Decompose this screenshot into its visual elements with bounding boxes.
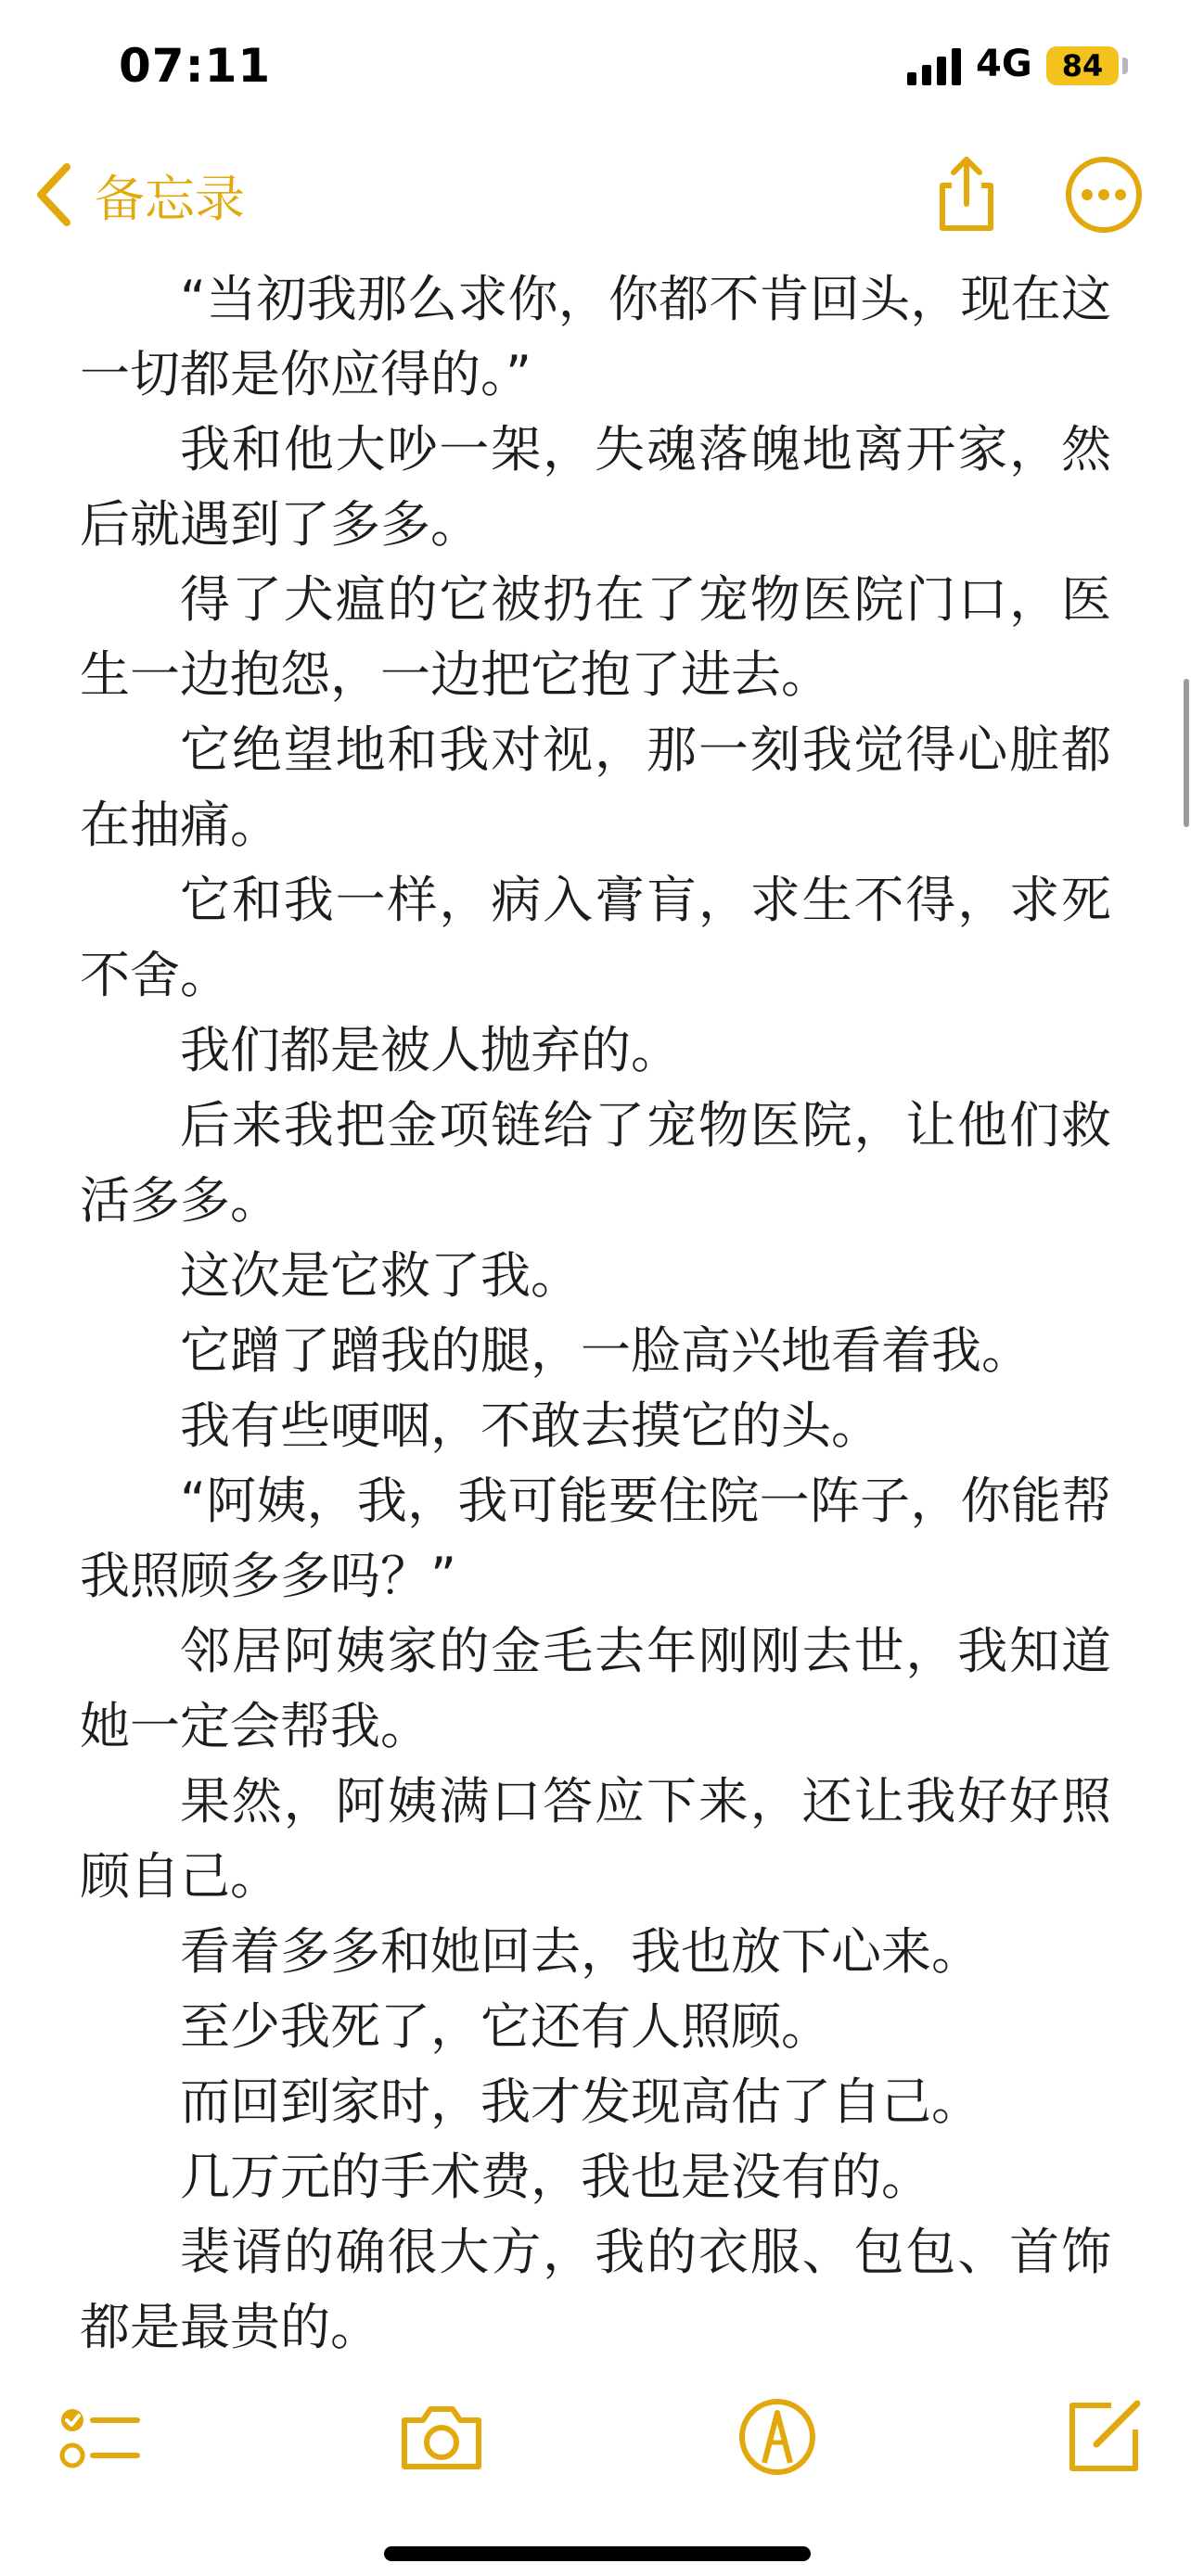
note-paragraph: 我和他大吵一架，失魂落魄地离开家，然后就遇到了多多。	[80, 420, 1111, 554]
share-icon	[924, 152, 1009, 237]
note-paragraph: “当初我那么求你，你都不肯回头，现在这一切都是你应得的。”	[80, 270, 1111, 403]
battery-icon	[1046, 46, 1119, 85]
note-paragraph: 它绝望地和我对视，那一刻我觉得心脏都在抽痛。	[80, 721, 1111, 854]
note-paragraph: 这次是它救了我。	[180, 1246, 581, 1305]
network-type: 4G	[976, 43, 1032, 85]
more-button[interactable]	[1061, 152, 1146, 237]
camera-icon	[397, 2392, 486, 2481]
note-paragraph: 看着多多和她回去，我也放下心来。	[180, 1922, 981, 1981]
chevron-left-icon	[33, 161, 74, 228]
note-paragraph: 得了犬瘟的它被扔在了宠物医院门口，医生一边抱怨，一边把它抱了进去。	[80, 570, 1111, 704]
cellular-signal-icon	[907, 48, 963, 85]
note-paragraph: 它蹭了蹭我的腿，一脸高兴地看着我。	[180, 1321, 1031, 1380]
note-paragraph: 至少我死了，它还有人照顾。	[180, 1997, 831, 2056]
note-paragraph: 邻居阿姨家的金毛去年刚刚去世，我知道她一定会帮我。	[80, 1622, 1111, 1755]
note-paragraph: 几万元的手术费，我也是没有的。	[180, 2148, 931, 2206]
note-paragraph: 我有些哽咽，不敢去摸它的头。	[180, 1396, 881, 1455]
battery-level: 84	[1061, 48, 1104, 83]
status-bar	[0, 0, 1191, 130]
checklist-button[interactable]	[54, 2392, 143, 2481]
note-paragraph: “阿姨，我，我可能要住院一阵子，你能帮我照顾多多吗？”	[80, 1472, 1111, 1605]
note-paragraph: 果然，阿姨满口答应下来，还让我好好照顾自己。	[80, 1772, 1111, 1906]
ellipsis-circle-icon	[1061, 152, 1146, 237]
note-paragraph: 它和我一样，病入膏肓，求生不得，求死不舍。	[80, 871, 1111, 1004]
back-label: 备忘录	[95, 169, 245, 228]
note-content[interactable]	[80, 261, 1111, 2365]
back-button[interactable]	[33, 158, 245, 232]
status-time: 07:11	[119, 39, 272, 93]
note-paragraph: 而回到家时，我才发现高估了自己。	[180, 2072, 981, 2131]
compose-icon	[1059, 2392, 1148, 2481]
note-paragraph: 裴谞的确很大方，我的衣服、包包、首饰都是最贵的。	[80, 2223, 1111, 2356]
share-button[interactable]	[924, 152, 1009, 237]
markup-button[interactable]	[733, 2392, 822, 2481]
note-paragraph: 后来我把金项链给了宠物医院，让他们救活多多。	[80, 1096, 1111, 1230]
markup-pen-icon	[733, 2392, 822, 2481]
nav-bar	[0, 139, 1191, 250]
camera-button[interactable]	[397, 2392, 486, 2481]
note-paragraph: 我们都是被人抛弃的。	[180, 1021, 681, 1079]
battery-tip	[1122, 57, 1128, 74]
checklist-icon	[54, 2392, 143, 2481]
bottom-toolbar	[0, 2383, 1191, 2485]
compose-button[interactable]	[1059, 2392, 1148, 2481]
scrollbar[interactable]	[1184, 679, 1189, 827]
home-indicator[interactable]	[384, 2546, 811, 2561]
